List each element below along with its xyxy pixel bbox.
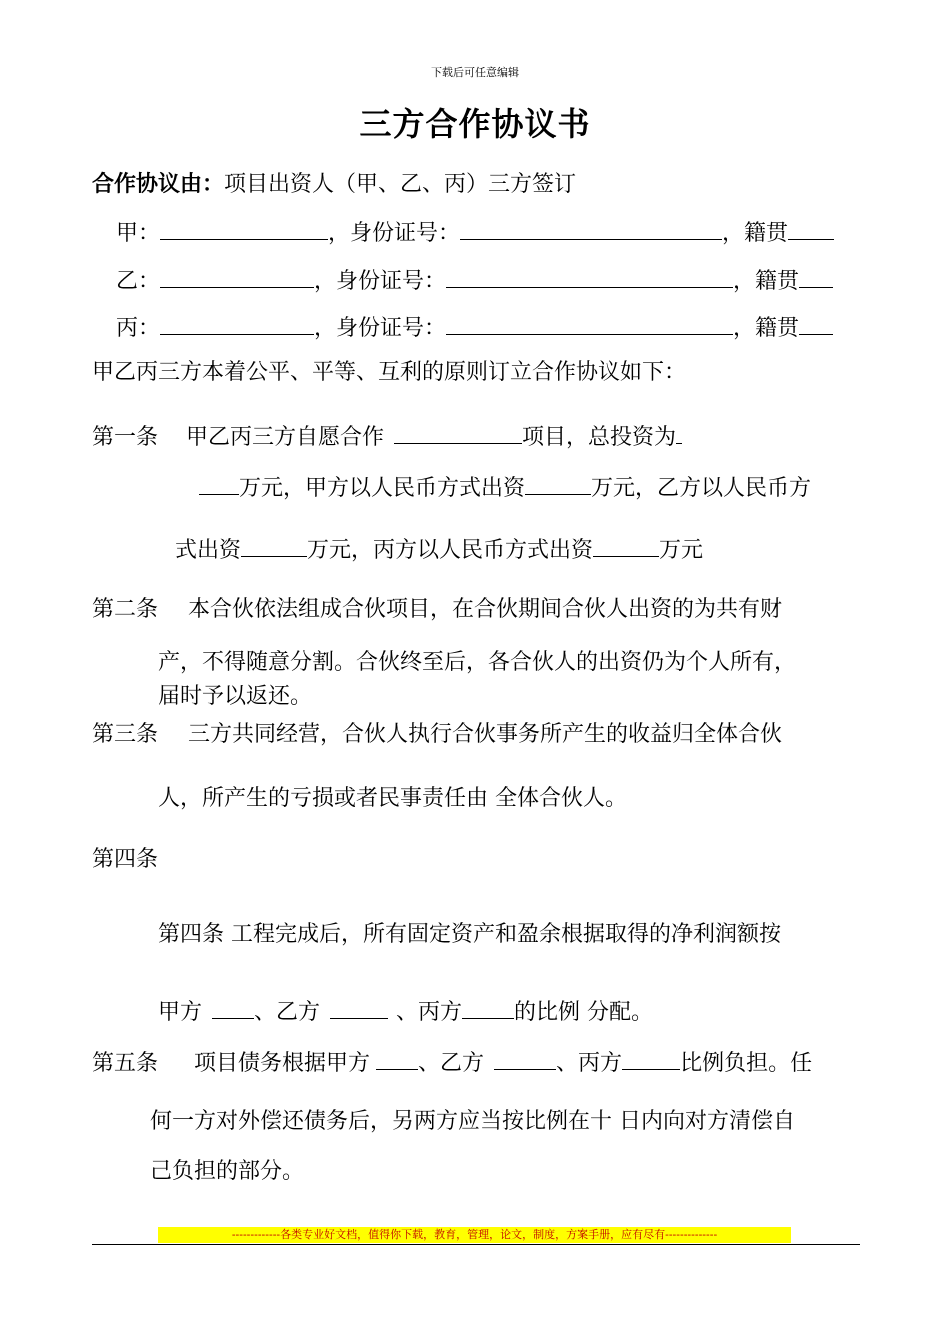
origin-label: ，籍贯: [733, 269, 800, 294]
article3-label: 第三条: [92, 722, 159, 747]
origin-blank[interactable]: [788, 217, 834, 240]
article1-text-e: 式出资: [175, 538, 242, 563]
article1-text-d: 万元，乙方以人民币方: [591, 476, 812, 501]
article3-line1: [92, 721, 782, 749]
article2-line3: 届时予以返还。: [158, 684, 313, 709]
article5-line2: 何一方对外偿还债务后，另两方应当按比例在十 日内向对方清偿自: [150, 1109, 795, 1134]
preamble: 甲乙丙三方本着公平、平等、互利的原则订立合作协议如下：: [92, 360, 687, 385]
party-b-amount-blank[interactable]: [241, 534, 307, 557]
article5-text-a: 项目债务根据甲方: [194, 1051, 371, 1076]
debt-b-blank[interactable]: [494, 1047, 556, 1070]
id-blank[interactable]: [460, 217, 722, 240]
share-c-blank[interactable]: [462, 996, 514, 1019]
article4-text-c: 、丙方: [396, 1000, 463, 1025]
id-label: ，身份证号：: [314, 269, 447, 294]
article2-line1: [92, 596, 782, 624]
article4-heading: 第四条: [92, 847, 159, 872]
total-amount-blank[interactable]: [199, 472, 239, 495]
footer-divider: [92, 1244, 860, 1245]
intro-label: 合作协议由：: [92, 171, 225, 197]
article4-text-b: 、乙方: [254, 1000, 321, 1025]
article5-text-b: 、乙方: [418, 1051, 485, 1076]
article1-text-a: 甲乙丙三方自愿合作: [186, 425, 385, 450]
article1-text-c: 万元，甲方以人民币方式出资: [239, 476, 526, 501]
name-blank[interactable]: [160, 312, 314, 335]
article5-line1: [92, 1047, 812, 1078]
article2-label: 第二条: [92, 597, 159, 622]
party-c-amount-blank[interactable]: [593, 534, 659, 557]
article1-text-f: 万元，丙方以人民币方式出资: [307, 538, 594, 563]
article2-text: 本合伙依法组成合伙项目，在合伙期间合伙人出资的为共有财: [188, 597, 783, 622]
article1-line3: [175, 534, 703, 565]
party-row-c: [116, 312, 833, 343]
article1-text-b: 项目，总投资为: [522, 425, 677, 450]
article5-label: 第五条: [92, 1051, 159, 1076]
intro-line: [92, 170, 576, 199]
share-b-blank[interactable]: [330, 996, 388, 1019]
party-row-b: [116, 265, 833, 296]
total-blank[interactable]: [676, 421, 682, 444]
origin-label: ，籍贯: [733, 316, 800, 341]
party-a-amount-blank[interactable]: [525, 472, 591, 495]
id-blank[interactable]: [446, 312, 733, 335]
project-blank[interactable]: [394, 421, 522, 444]
name-blank[interactable]: [160, 265, 314, 288]
article4-text-a: 甲方: [158, 1000, 203, 1025]
article5-line3: 己负担的部分。: [150, 1159, 305, 1184]
article3-text: 三方共同经营，合伙人执行合伙事务所产生的收益归全体合伙: [188, 722, 783, 747]
id-blank[interactable]: [446, 265, 733, 288]
article5-text-d: 比例负担。任: [680, 1051, 813, 1076]
party-row-a: [116, 217, 834, 248]
origin-blank[interactable]: [799, 312, 833, 335]
name-blank[interactable]: [160, 217, 328, 240]
party-name: 甲：: [116, 221, 161, 246]
article2-line2: 产，不得随意分割。合伙终至后，各合伙人的出资仍为个人所有，: [158, 650, 797, 675]
origin-blank[interactable]: [799, 265, 833, 288]
article4-line2: [158, 996, 653, 1027]
document-title: 三方合作协议书: [359, 105, 591, 143]
article5-text-c: 、丙方: [556, 1051, 623, 1076]
party-name: 乙：: [116, 269, 161, 294]
party-name: 丙：: [116, 316, 161, 341]
article3-line2: 人，所产生的亏损或者民事责任由 全体合伙人。: [158, 786, 627, 811]
article1-label: 第一条: [92, 425, 159, 450]
id-label: ，身份证号：: [314, 316, 447, 341]
share-a-blank[interactable]: [212, 996, 254, 1019]
id-label: ，身份证号：: [328, 221, 461, 246]
article1-line2: [199, 472, 811, 503]
article4-text-d: 的比例 分配。: [514, 1000, 654, 1025]
header-note: 下载后可任意编辑: [431, 66, 519, 79]
footer-banner: -------------各类专业好文档，值得你下载，教育，管理，论文，制度，方案手册，应有尽有--------------: [158, 1227, 791, 1243]
origin-label: ，籍贯: [722, 221, 789, 246]
article4-line1: 第四条 工程完成后，所有固定资产和盈余根据取得的净利润额按: [158, 922, 781, 947]
article1-line1: [92, 421, 682, 452]
article1-text-g: 万元: [659, 538, 704, 563]
intro-text: 项目出资人（甲、乙、丙）三方签订: [224, 172, 577, 197]
debt-c-blank[interactable]: [622, 1047, 680, 1070]
debt-a-blank[interactable]: [376, 1047, 418, 1070]
